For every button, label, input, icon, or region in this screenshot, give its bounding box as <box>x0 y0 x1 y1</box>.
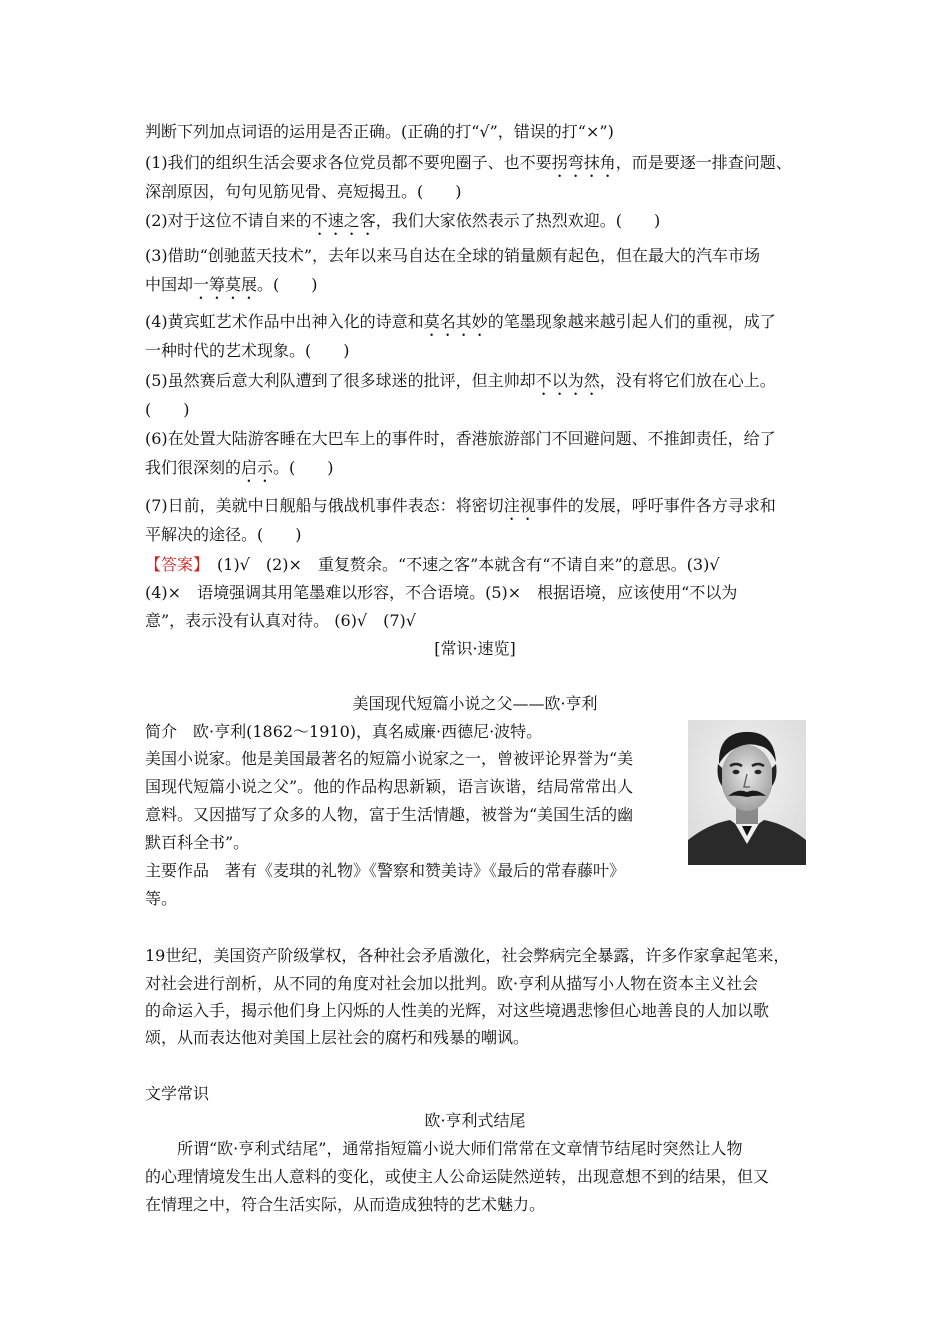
literary-line: 所谓“欧·亨利式结尾”，通常指短篇小说大师们常常在文章情节结尾时突然让人物 <box>145 1139 743 1158</box>
item-text: 虽然赛后意大利队遭到了很多球迷的批评，但主帅却 <box>167 371 536 390</box>
item-label: (7) <box>145 496 168 515</box>
item-label: (1) <box>145 153 168 172</box>
exercise-item-7 <box>145 495 776 524</box>
item-text: 中国却 <box>145 275 194 294</box>
literary-line: 在情理之中，符合生活实际，从而造成独特的艺术魅力。 <box>145 1195 546 1214</box>
exercise-item-2 <box>145 210 660 239</box>
item-label: (5) <box>145 371 168 390</box>
item-text: 黄宾虹艺术作品中出神入化的诗意和 <box>167 312 424 331</box>
background-line: 的命运入手，揭示他们身上闪烁的人性美的光辉，对这些境遇悲惨但心地善良的人加以歌 <box>145 1001 770 1020</box>
exercise-item-1-cont: 深剖原因，句句见筋见骨、亮短揭丑。( ) <box>145 182 462 201</box>
answer-text: (1)√ (2)× 重复赘余。“不速之客”本就含有“不请自来”的意思。(3)√ <box>201 555 720 574</box>
item-label: (2) <box>145 211 168 230</box>
author-portrait-image <box>688 720 806 865</box>
exercise-item-4 <box>145 311 776 340</box>
background-line: 对社会进行剖析，从不同的角度对社会加以批判。欧·亨利从描写小人物在资本主义社会 <box>145 974 759 993</box>
author-intro: 简介 欧·亨利(1862～1910)，真名威廉·西德尼·波特。 <box>145 722 543 741</box>
item-label: (3) <box>145 246 168 265</box>
exercise-item-5 <box>145 370 776 399</box>
background-line: 19世纪，美国资产阶级掌权，各种社会矛盾激化，社会弊病完全暴露，许多作家拿起笔来， <box>145 946 790 965</box>
item-text: 我们很深刻的 <box>145 458 242 477</box>
literary-label: 文学常识 <box>145 1084 210 1103</box>
literary-title: 欧·亨利式结尾 <box>424 1111 526 1130</box>
exercise-item-3 <box>145 245 760 267</box>
dotted-phrase: 注视 <box>503 496 536 515</box>
author-desc-line: 美国小说家。他是美国最著名的短篇小说家之一，曾被评论界誉为“美 <box>145 749 634 768</box>
author-desc-line: 意料。又因描写了众多的人物，富于生活情趣，被誉为“美国生活的幽 <box>145 805 634 824</box>
answer-line-1 <box>145 554 720 576</box>
answer-line-3: 意”，表示没有认真对待。 (6)√ (7)√ <box>145 611 416 630</box>
literary-line: 的心理情境发生出人意料的变化，或使主人公命运陡然逆转，出现意想不到的结果，但又 <box>145 1167 770 1186</box>
item-text: 的笔墨现象越来越引起人们的重视，成了 <box>487 312 776 331</box>
item-text: 。( ) <box>257 275 318 294</box>
item-label: (4) <box>145 312 168 331</box>
item-text: 日前，美就中日舰船与俄战机事件表态：将密切 <box>167 496 504 515</box>
item-text: 。( ) <box>273 458 334 477</box>
author-works-line: 等。 <box>145 889 178 908</box>
author-desc-line: 默百科全书”。 <box>145 833 250 852</box>
item-text: ，我们大家依然表示了热烈欢迎。( ) <box>375 211 661 230</box>
author-desc-line: 国现代短篇小说之父”。他的作品构思新颖，语言诙谐，结局常常出人 <box>145 777 634 796</box>
item-text: 在处置大陆游客睡在大巴车上的事件时，香港旅游部门不回避问题、不推卸责任，给了 <box>167 429 776 448</box>
answer-line-2: (4)× 语境强调其用笔墨难以形容，不合语境。(5)× 根据语境，应该使用“不以为 <box>145 583 738 602</box>
section-title: [常识·速览] <box>434 639 516 658</box>
item-text: 事件的发展，呼吁事件各方寻求和 <box>535 496 776 515</box>
item-label: (6) <box>145 429 168 448</box>
item-text: ，没有将它们放在心上。 <box>599 371 776 390</box>
item-text: ，而是要逐一排查问题、 <box>615 153 792 172</box>
exercise-item-7-cont: 平解决的途径。( ) <box>145 525 302 544</box>
exercise-item-3-cont <box>145 274 318 303</box>
item-text: 我们的组织生活会要求各位党员都不要兜圈子、也不要 <box>167 153 552 172</box>
exercise-item-6-cont <box>145 457 334 486</box>
item-text: 借助“创驰蓝天技术”，去年以来马自达在全球的销量颇有起色，但在最大的汽车市场 <box>167 246 761 265</box>
dotted-phrase: 不以为然 <box>535 371 600 390</box>
item-text: 对于这位不请自来的 <box>167 211 312 230</box>
exercise-item-1 <box>145 152 792 181</box>
dotted-phrase: 一筹莫展 <box>193 275 258 294</box>
background-line: 颂，从而表达他对美国上层社会的腐朽和残暴的嘲讽。 <box>145 1028 530 1047</box>
dotted-phrase: 不速之客 <box>311 211 376 230</box>
exercise-item-4-cont: 一种时代的艺术现象。( ) <box>145 341 350 360</box>
exercise-instruction: 判断下列加点词语的运用是否正确。(正确的打“√”，错误的打“×”) <box>145 122 614 141</box>
answer-tag: 【答案】 <box>145 555 202 574</box>
dotted-phrase: 莫名其妙 <box>423 312 488 331</box>
exercise-item-6 <box>145 428 776 450</box>
exercise-item-5-cont: ( ) <box>145 400 190 419</box>
author-works-line: 主要作品 著有《麦琪的礼物》《警察和赞美诗》《最后的常春藤叶》 <box>145 861 626 880</box>
author-heading: 美国现代短篇小说之父——欧·亨利 <box>352 694 598 713</box>
dotted-phrase: 启示 <box>241 458 274 477</box>
dotted-phrase: 拐弯抹角 <box>551 153 616 172</box>
